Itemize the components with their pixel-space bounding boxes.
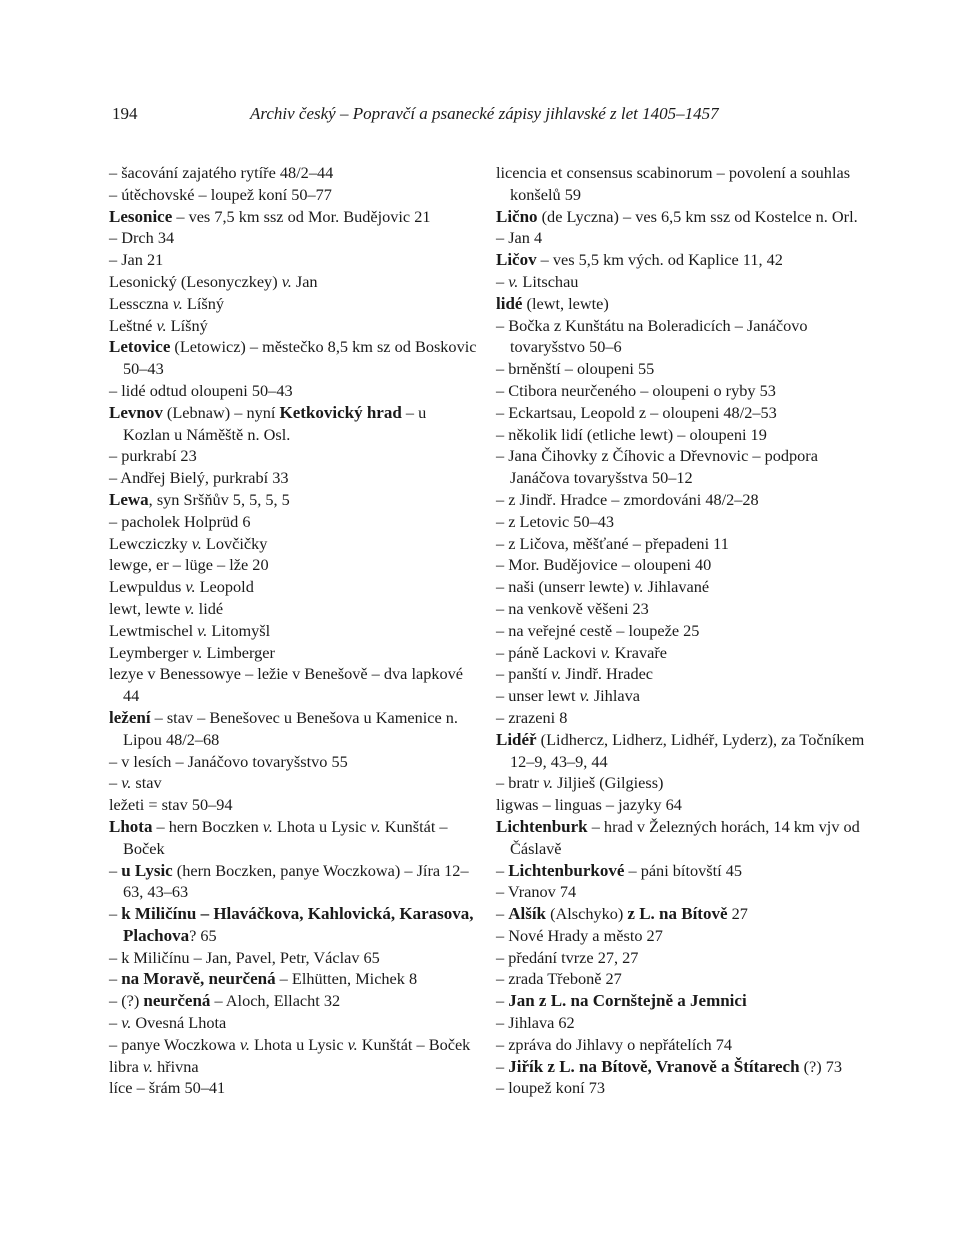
entry-text: – Jan 21: [109, 250, 164, 270]
entry-text: – zrada Třeboně 27: [496, 969, 622, 989]
entry-heading: neurčená: [143, 991, 211, 1011]
index-entry: [496, 968, 868, 990]
entry-text: – zpráva do Jihlavy o nepřátelích 74: [496, 1034, 732, 1054]
index-entry: [496, 816, 868, 860]
entry-text: – brněnští – oloupeni 55: [496, 359, 655, 379]
running-title: Archiv český – Popravčí a psanecké zápisy jihlavské z let 1405–1457: [250, 104, 719, 123]
entry-text: ? 65: [189, 925, 217, 945]
entry-text: – Aloch, Ellacht 32: [210, 991, 341, 1011]
cross-reference-marker: v.: [156, 315, 167, 335]
entry-text: lezye v Benessowye – ležie v Benešově – dva lapkové 44: [109, 664, 463, 706]
index-entry: [496, 772, 868, 794]
entry-text: 27: [727, 904, 748, 924]
entry-text: –: [109, 773, 122, 793]
entry-text: –: [496, 860, 509, 880]
cross-reference-marker: v.: [172, 293, 183, 313]
cross-reference-marker: v.: [543, 773, 554, 793]
entry-text: – útěchovské – loupež koní 50–77: [109, 184, 332, 204]
cross-reference-marker: v.: [579, 686, 590, 706]
entry-text: Leymberger: [109, 642, 193, 662]
index-entry: [496, 162, 868, 206]
index-entry: [109, 293, 477, 315]
entry-text: – několik lidí (etliche lewt) – oloupeni 19: [496, 424, 767, 444]
entry-text: – páni bítovští 45: [624, 860, 742, 880]
index-entry: [496, 511, 868, 533]
entry-text: – Drch 34: [109, 228, 175, 248]
entry-text: Jihlava: [589, 686, 640, 706]
index-entry: [496, 533, 868, 555]
entry-text: – Mor. Budějovice – oloupeni 40: [496, 555, 712, 575]
entry-text: – hern Boczken: [152, 816, 263, 836]
index-entry: [496, 271, 868, 293]
index-entry: [496, 227, 868, 249]
entry-text: lidé: [194, 598, 224, 618]
entry-heading: Levnov: [109, 402, 163, 422]
index-entry: [496, 358, 868, 380]
entry-text: – loupež koní 73: [496, 1078, 605, 1098]
index-entry: [109, 903, 477, 947]
cross-reference-marker: v.: [197, 620, 208, 640]
entry-text: hřivna: [153, 1056, 199, 1076]
index-entry: [109, 620, 477, 642]
entry-text: (hern Boczken, panye Woczkowa) – Jíra 12–63, 43–63: [123, 860, 469, 902]
index-entry: [109, 968, 477, 990]
entry-text: – zrazeni 8: [496, 707, 568, 727]
cross-reference-marker: v.: [185, 577, 196, 597]
entry-text: (?) 73: [799, 1056, 843, 1076]
entry-text: – šacování zajatého rytíře 48/2–44: [109, 163, 334, 182]
index-entry: [496, 794, 868, 816]
entry-text: – Elhütten, Michek 8: [275, 969, 418, 989]
entry-text: –: [109, 904, 122, 924]
index-entry: [496, 598, 868, 620]
entry-text: Kunštát – Boček: [357, 1034, 471, 1054]
cross-reference-marker: v.: [192, 642, 203, 662]
index-entry: [496, 1077, 868, 1099]
index-entry: [109, 445, 477, 467]
entry-text: Kravaře: [610, 642, 668, 662]
cross-reference-marker: v.: [347, 1034, 358, 1054]
cross-reference-marker: v.: [551, 664, 562, 684]
entry-text: – naši (unserr lewte): [496, 577, 634, 597]
cross-reference-marker: v.: [121, 1013, 132, 1033]
entry-text: –: [496, 991, 509, 1011]
entry-text: – panye Woczkowa: [109, 1034, 240, 1054]
index-entry: [109, 860, 477, 904]
entry-text: – Nové Hrady a město 27: [496, 925, 663, 945]
index-entry: [496, 707, 868, 729]
entry-heading: Jiřík z L. na Bítově, Vranově a Štítarech: [508, 1056, 800, 1076]
entry-text: – lidé odtud oloupeni 50–43: [109, 380, 293, 400]
entry-text: – ves 5,5 km vých. od Kaplice 11, 42: [536, 250, 783, 270]
entry-text: ligwas – linguas – jazyky 64: [496, 795, 682, 815]
entry-text: , syn Sršňův 5, 5, 5, 5: [148, 489, 290, 509]
entry-text: (de Lyczna) – ves 6,5 km ssz od Kostelce n. Orl.: [537, 206, 858, 226]
index-entry: [109, 271, 477, 293]
entry-text: – stav – Benešovec u Benešova u Kamenice n. Lipou 48/2–68: [123, 707, 458, 749]
entry-text: –: [496, 904, 509, 924]
entry-text: – předání tvrze 27, 27: [496, 947, 639, 967]
cross-reference-marker: v.: [508, 271, 519, 291]
entry-heading: ležení: [109, 707, 151, 727]
entry-text: – Jan 4: [496, 228, 543, 248]
entry-text: (lewt, lewte): [522, 293, 609, 313]
index-entry: [496, 402, 868, 424]
entry-text: – panští: [496, 664, 552, 684]
entry-text: (Letowicz) – městečko 8,5 km sz od Boskovic 50–43: [123, 337, 477, 379]
entry-text: – pacholek Holprüd 6: [109, 511, 251, 531]
index-entry: [109, 576, 477, 598]
cross-reference-marker: v.: [142, 1056, 153, 1076]
entry-text: lewge, er – lüge – lže 20: [109, 555, 269, 575]
entry-heading: Lidéř: [496, 729, 537, 749]
cross-reference-marker: v.: [184, 598, 195, 618]
index-entry: [109, 206, 477, 228]
index-entry: [496, 206, 868, 228]
entry-text: –: [109, 860, 122, 880]
entry-heading: Jan z L. na Cornštejně a Jemnici: [508, 991, 747, 1011]
index-entry: [496, 663, 868, 685]
index-entry: [496, 925, 868, 947]
index-entry: [496, 424, 868, 446]
index-entry: [496, 620, 868, 642]
entry-heading: u Lysic: [121, 860, 173, 880]
index-entry: [496, 1034, 868, 1056]
index-entry: [496, 685, 868, 707]
entry-text: – purkrabí 23: [109, 446, 197, 466]
index-entry: [109, 598, 477, 620]
index-column-left: [109, 162, 477, 1099]
entry-text: Líšný: [166, 315, 208, 335]
index-entry: [496, 249, 868, 271]
entry-text: Litomyšl: [207, 620, 271, 640]
page-number: 194: [112, 104, 138, 123]
entry-text: – (?): [109, 991, 144, 1011]
entry-heading: Lewa: [109, 489, 149, 509]
entry-text: Leštné: [109, 315, 157, 335]
entry-text: – v lesích – Janáčovo tovaryšstvo 55: [109, 751, 348, 771]
index-entry: [109, 663, 477, 707]
entry-text: –: [109, 969, 122, 989]
entry-text: – Jana Čihovky z Číhovic a Dřevnovic – podpora Janáčova tovaryšstva 50–12: [496, 446, 818, 488]
entry-text: (Lidhercz, Lidherz, Lidhéř, Lyderz), za Točníkem 12–9, 43–9, 44: [510, 729, 865, 771]
index-entry: [109, 511, 477, 533]
entry-text: stav: [131, 773, 162, 793]
entry-text: Lewtmischel: [109, 620, 198, 640]
entry-text: – Bočka z Kunštátu na Boleradicích – Janáčovo tovaryšstvo 50–6: [496, 315, 808, 357]
index-entry: [496, 293, 868, 315]
entry-text: – Andřej Bielý, purkrabí 33: [109, 468, 289, 488]
index-entry: [109, 794, 477, 816]
index-entry: [496, 947, 868, 969]
index-entry: [496, 1056, 868, 1078]
entry-heading: Lično: [496, 206, 538, 226]
cross-reference-marker: v.: [600, 642, 611, 662]
cross-reference-marker: v.: [239, 1034, 250, 1054]
entry-heading: Lesonice: [109, 206, 173, 226]
entry-text: Leopold: [195, 577, 254, 597]
index-entry: [496, 881, 868, 903]
entry-text: – bratr: [496, 773, 544, 793]
entry-text: Lhota u Lysic: [272, 816, 371, 836]
entry-text: – páně Lackovi: [496, 642, 601, 662]
cross-reference-marker: v.: [633, 577, 644, 597]
entry-heading: na Moravě, neurčená: [121, 969, 276, 989]
entry-text: Jiljieš (Gilgiess): [553, 773, 664, 793]
entry-heading: Lichtenburk: [496, 816, 588, 836]
entry-text: – Jihlava 62: [496, 1013, 575, 1033]
index-entry: [109, 380, 477, 402]
entry-text: (Lebnaw) – nyní: [162, 402, 280, 422]
entry-heading: lidé: [496, 293, 523, 313]
entry-text: – ves 7,5 km ssz od Mor. Budějovic 21: [172, 206, 431, 226]
index-entry: [109, 467, 477, 489]
entry-text: líce – šrám 50–41: [109, 1078, 226, 1098]
entry-text: Jihlavané: [643, 577, 710, 597]
index-entry: [109, 947, 477, 969]
entry-heading: Letovice: [109, 337, 171, 357]
index-entry: [496, 642, 868, 664]
entry-text: – z Ličova, měšťané – přepadeni 11: [496, 533, 729, 553]
entry-heading: k Miličínu – Hlaváčkova, Kahlovická, Karasova, Plachova: [121, 904, 474, 945]
index-entry: [496, 990, 868, 1012]
index-entry: [109, 554, 477, 576]
index-entry: [109, 707, 477, 751]
entry-text: Limberger: [202, 642, 275, 662]
entry-text: – Vranov 74: [496, 882, 577, 902]
entry-text: Ovesná Lhota: [131, 1013, 227, 1033]
entry-text: – k Miličínu – Jan, Pavel, Petr, Václav 65: [109, 947, 380, 967]
entry-text: Lewcziczky: [109, 533, 192, 553]
entry-heading: z L. na Bítově: [627, 904, 728, 924]
entry-text: – Eckartsau, Leopold z – oloupeni 48/2–53: [496, 402, 777, 422]
entry-text: –: [496, 271, 509, 291]
entry-text: – Ctibora neurčeného – oloupeni o ryby 53: [496, 380, 776, 400]
index-entry: [496, 315, 868, 359]
entry-text: – u Kozlan u Náměště n. Osl.: [123, 402, 427, 444]
entry-text: lewt, lewte: [109, 598, 185, 618]
entry-text: Lovčičky: [201, 533, 268, 553]
entry-heading: Ličov: [496, 250, 537, 270]
entry-text: Kunštát – Boček: [123, 816, 448, 858]
index-entry: [109, 1012, 477, 1034]
entry-text: – z Jindř. Hradce – zmordováni 48/2–28: [496, 489, 759, 509]
entry-text: Lessczna: [109, 293, 173, 313]
index-entry: [496, 903, 868, 925]
entry-text: ležeti = stav 50–94: [109, 795, 233, 815]
index-entry: [109, 227, 477, 249]
index-entry: [496, 729, 868, 773]
entry-text: – hrad v Železných horách, 14 km vjv od Čáslavě: [510, 816, 860, 858]
index-entry: [496, 576, 868, 598]
index-entry: [496, 489, 868, 511]
entry-text: Litschau: [518, 271, 579, 291]
cross-reference-marker: v.: [281, 271, 292, 291]
index-entry: [496, 1012, 868, 1034]
page-header: [112, 104, 850, 132]
index-entry: [496, 380, 868, 402]
index-entry: [496, 554, 868, 576]
cross-reference-marker: v.: [262, 816, 273, 836]
index-column-right: [496, 162, 868, 1099]
index-entry: [109, 162, 477, 184]
index-entry: [109, 1056, 477, 1078]
entry-text: – na veřejné cestě – loupeže 25: [496, 620, 700, 640]
entry-text: Lhota u Lysic: [249, 1034, 348, 1054]
index-entry: [109, 315, 477, 337]
entry-text: libra: [109, 1056, 143, 1076]
entry-text: licencia et consensus scabinorum – povolení a souhlas konšelů 59: [496, 163, 851, 204]
entry-text: Líšný: [182, 293, 224, 313]
index-entry: [109, 489, 477, 511]
entry-text: – unser lewt: [496, 686, 580, 706]
entry-text: – z Letovic 50–43: [496, 511, 615, 531]
cross-reference-marker: v.: [121, 773, 132, 793]
cross-reference-marker: v.: [370, 816, 381, 836]
index-entry: [109, 336, 477, 380]
index-entry: [109, 249, 477, 271]
entry-text: Lewpuldus: [109, 577, 186, 597]
cross-reference-marker: v.: [191, 533, 202, 553]
entry-text: –: [496, 1056, 509, 1076]
entry-heading: Lichtenburkové: [508, 860, 625, 880]
index-entry: [109, 1034, 477, 1056]
entry-text: –: [109, 1013, 122, 1033]
index-entry: [109, 402, 477, 446]
entry-text: Lesonický (Lesonyczkey): [109, 271, 282, 291]
entry-heading: Ketkovický hrad: [279, 402, 402, 422]
index-entry: [109, 642, 477, 664]
index-entry: [109, 990, 477, 1012]
index-entry: [109, 1077, 477, 1099]
entry-text: (Alschyko): [546, 904, 628, 924]
index-entry: [109, 533, 477, 555]
index-entry: [109, 184, 477, 206]
index-entry: [109, 751, 477, 773]
index-entry: [109, 772, 477, 794]
entry-heading: Alšík: [508, 904, 547, 924]
entry-heading: Lhota: [109, 816, 153, 836]
entry-text: – na venkově věšeni 23: [496, 598, 649, 618]
entry-text: Jindř. Hradec: [561, 664, 654, 684]
entry-text: Jan: [291, 271, 318, 291]
index-entry: [496, 445, 868, 489]
index-entry: [109, 816, 477, 860]
index-entry: [496, 860, 868, 882]
